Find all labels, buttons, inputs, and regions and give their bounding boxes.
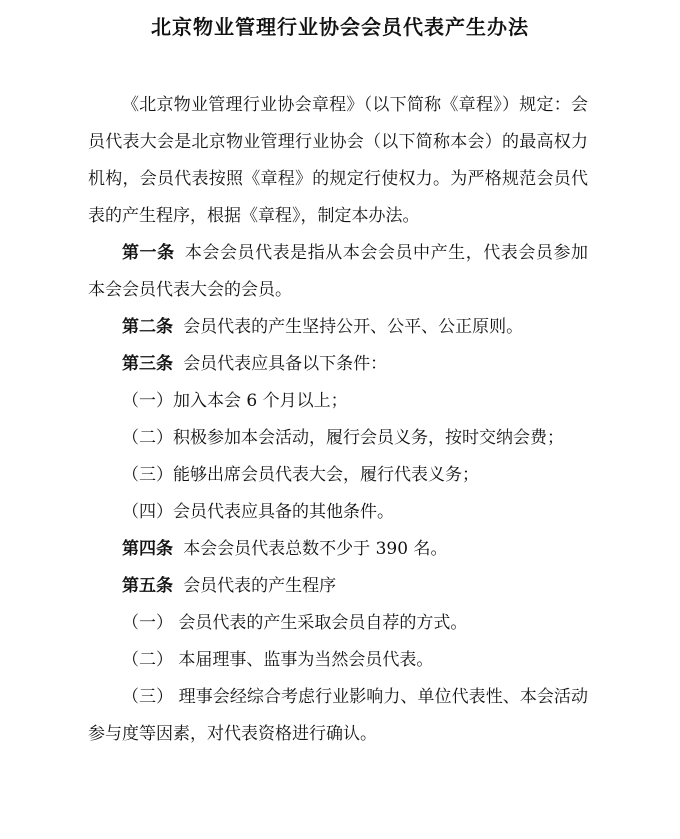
article-5-label: 第五条 <box>122 576 173 596</box>
condition-item-1: （一）加入本会 6 个月以上； <box>122 391 348 411</box>
article-4-text: 本会会员代表总数不少于 390 名。 <box>183 539 448 559</box>
article-1 <box>88 235 588 309</box>
procedure-item-1: （一） 会员代表的产生采取会员自荐的方式。 <box>122 613 468 633</box>
article-3-label: 第三条 <box>122 354 173 374</box>
procedure-item-3: （三） 理事会经综合考虑行业影响力、单位代表性、本会活动参与度等因素，对代表资格进行确认。 <box>88 687 588 744</box>
article-2-label: 第二条 <box>122 317 173 337</box>
condition-item-4: （四）会员代表应具备的其他条件。 <box>122 502 394 522</box>
article-2 <box>88 309 588 346</box>
article-1-label: 第一条 <box>122 243 175 263</box>
intro-paragraph: 《北京物业管理行业协会章程》（以下简称《章程》）规定：会员代表大会是北京物业管理行业协会（以下简称本会）的最高权力机构，会员代表按照《章程》的规定行使权力。为严格规范会员代表的产生程序，根据《章程》，制定本办法。 <box>88 95 588 226</box>
procedure-item-2: （二） 本届理事、监事为当然会员代表。 <box>122 650 434 670</box>
document-title: 北京物业管理行业协会会员代表产生办法 <box>151 15 529 39</box>
condition-item-2: （二）积极参加本会活动，履行会员义务，按时交纳会费； <box>122 428 564 448</box>
article-1-text: 本会会员代表是指从本会会员中产生，代表会员参加本会会员代表大会的会员。 <box>88 243 589 300</box>
document-body <box>88 87 588 753</box>
article-3-text: 会员代表应具备以下条件： <box>183 354 388 374</box>
article-5-text: 会员代表的产生程序 <box>183 576 337 596</box>
article-4 <box>88 531 588 568</box>
condition-item-3: （三）能够出席会员代表大会，履行代表义务； <box>122 465 479 485</box>
article-5 <box>88 568 588 605</box>
article-2-text: 会员代表的产生坚持公开、公平、公正原则。 <box>183 317 524 337</box>
article-3 <box>88 346 588 383</box>
article-4-label: 第四条 <box>122 539 173 559</box>
